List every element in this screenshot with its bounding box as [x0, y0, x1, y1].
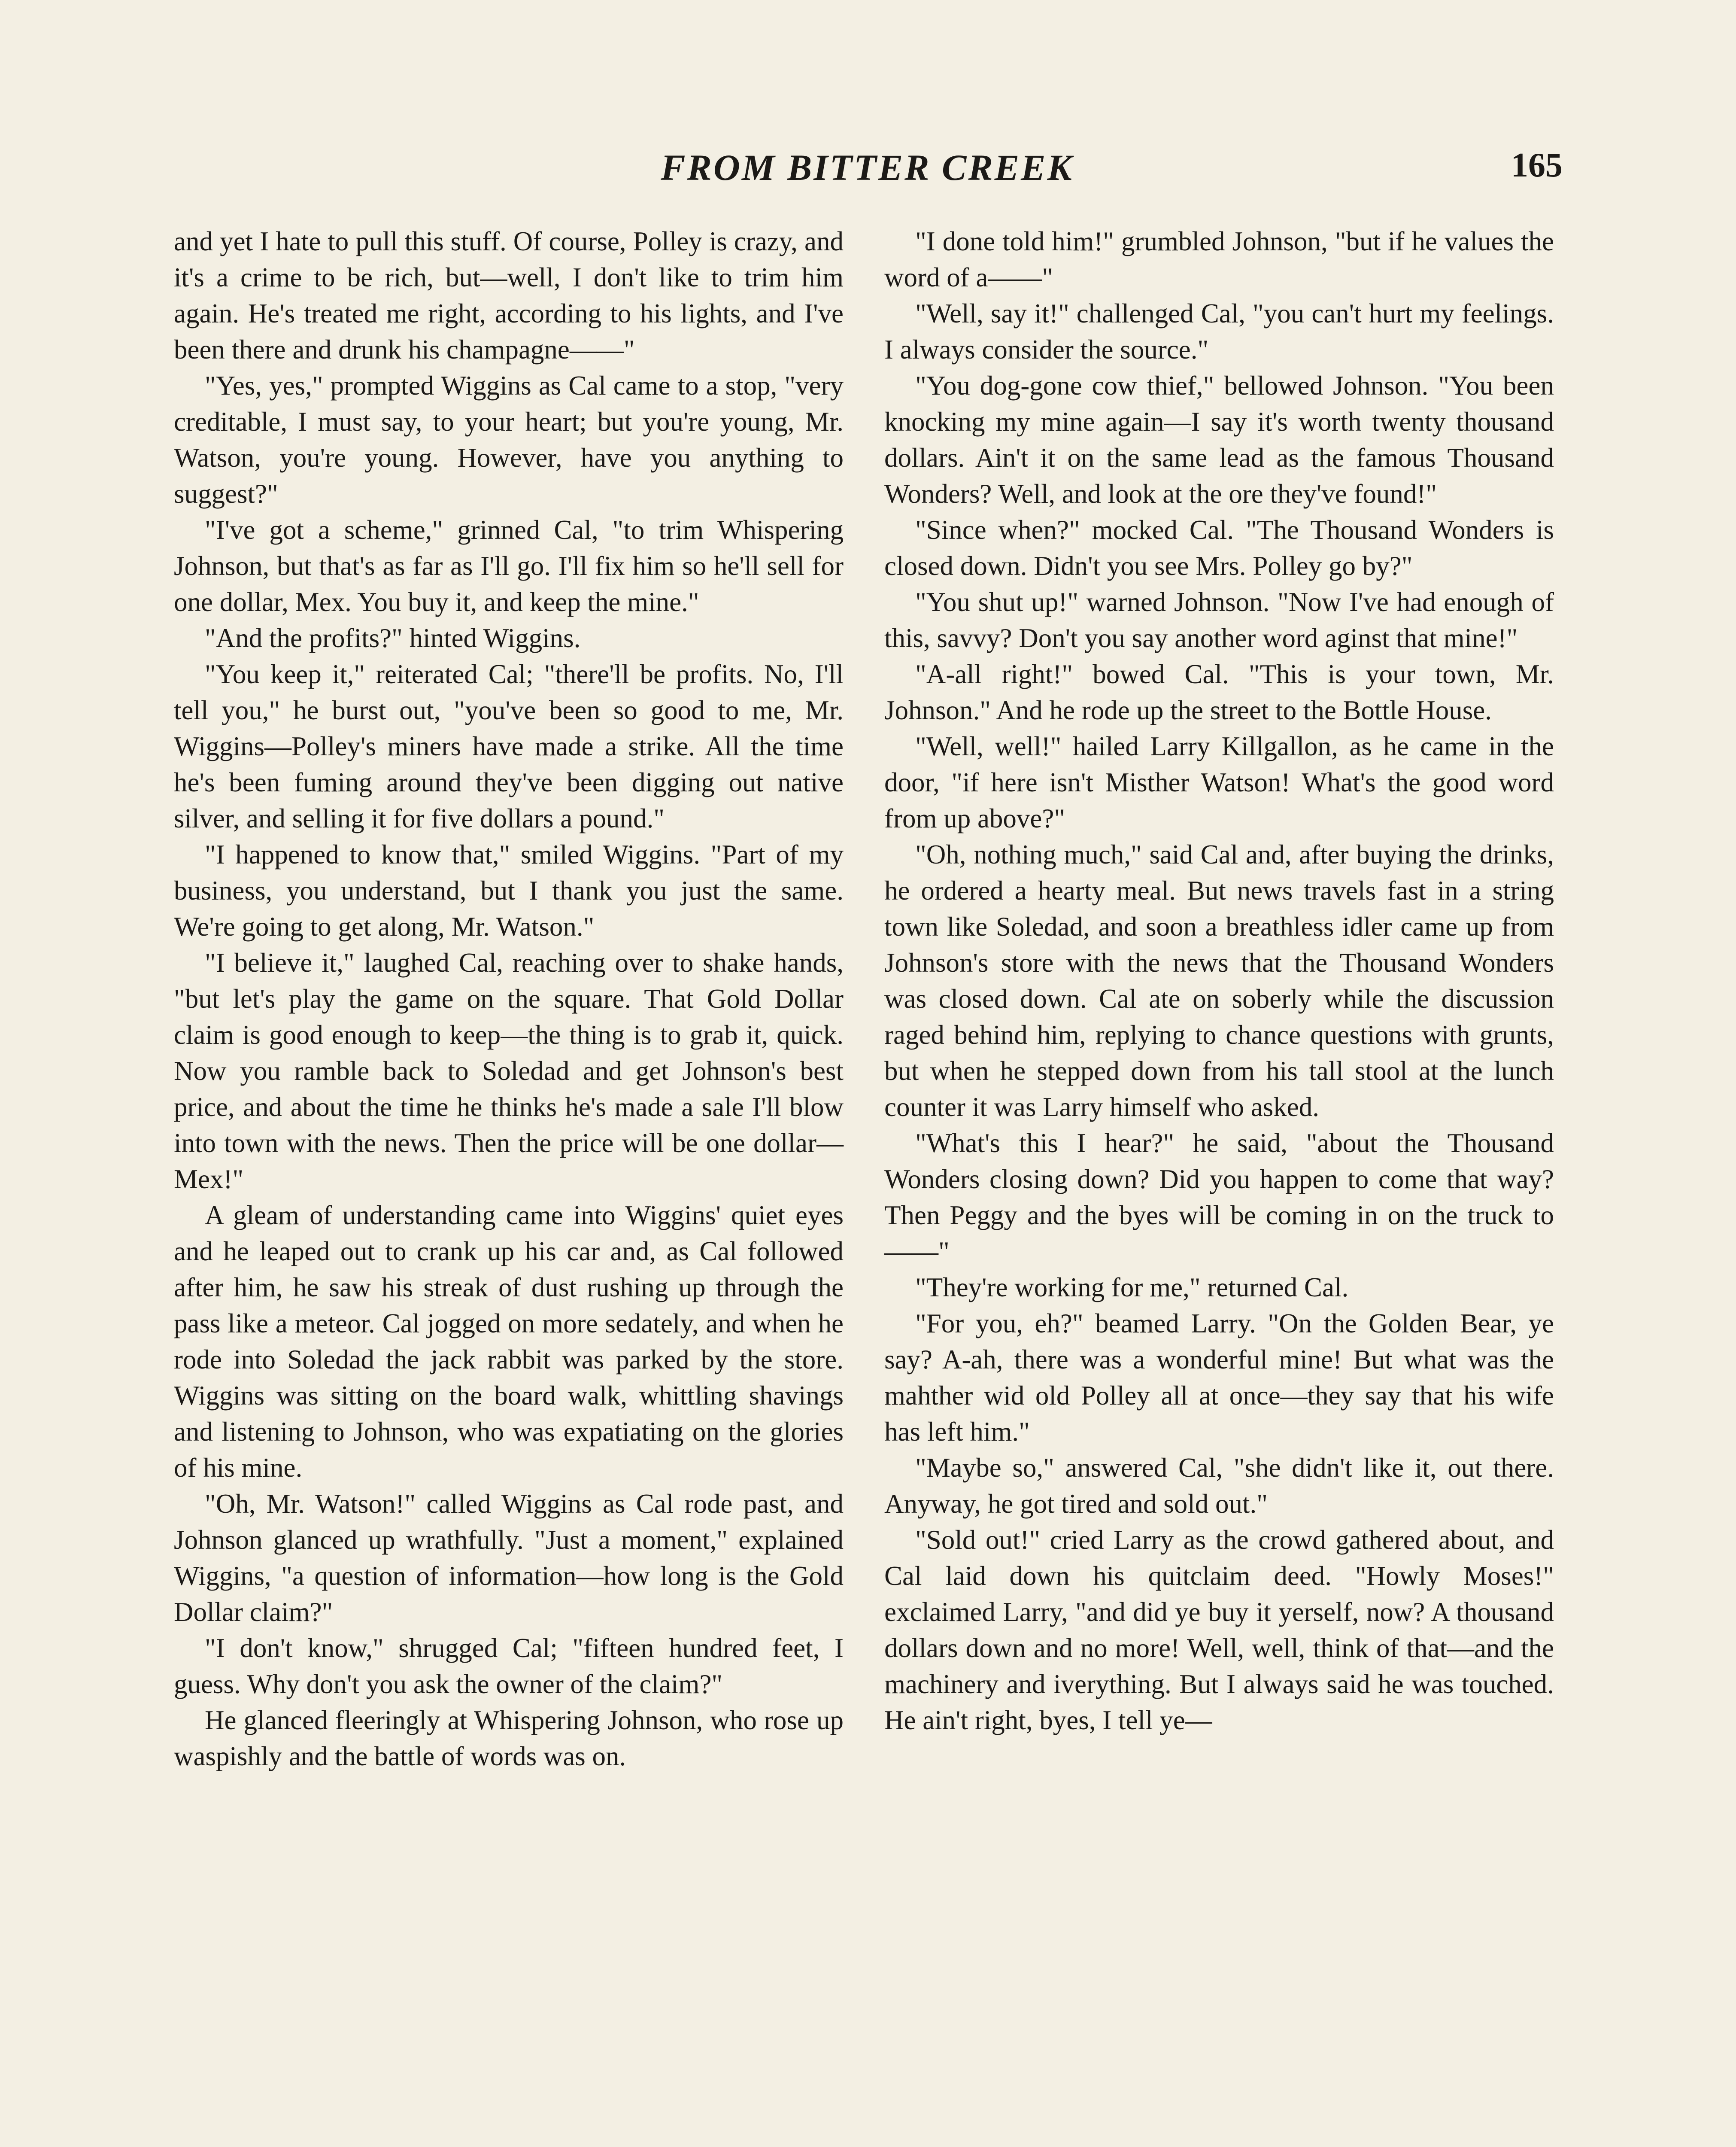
paragraph: A gleam of understanding came into Wiggins' quiet eyes and he leaped out to crank up his car and, as Cal followed after him, he saw his streak of dust rushing up through the pass like a meteor. Cal jogged on more sedately, and when he rode into Soledad the jack rabbit was parked by the store. Wiggins was sitting on the board walk, whittling shavings and listening to Johnson, who was expatiating on the glories of his mine. [174, 1200, 844, 1483]
paragraph: and yet I hate to pull this stuff. Of course, Polley is crazy, and it's a crime to be rich, but—well, I don't like to trim him again. He's treated me right, according to his lights, and I've been there and drunk his champagne——" [174, 226, 844, 365]
running-title: FROM BITTER CREEK [661, 147, 1074, 188]
paragraph: "They're working for me," returned Cal. [915, 1272, 1349, 1302]
page-header [172, 146, 1563, 193]
paragraph: "Oh, Mr. Watson!" called Wiggins as Cal rode past, and Johnson glanced up wrathfully. "Just a moment," explained Wiggins, "a question of information—how long is the Gold Dollar claim?" [174, 1489, 844, 1627]
paragraph: "I've got a scheme," grinned Cal, "to trim Whispering Johnson, but that's as far as I'll go. I'll fix him so he'll sell for one dollar, Mex. You buy it, and keep the mine." [174, 515, 844, 617]
paragraph: "A-all right!" bowed Cal. "This is your town, Mr. Johnson." And he rode up the street to the Bottle House. [884, 659, 1554, 725]
paragraph: "I happened to know that," smiled Wiggins. "Part of my business, you understand, but I thank you just the same. We're going to get along, Mr. Watson." [174, 839, 844, 942]
paragraph: "What's this I hear?" he said, "about the Thousand Wonders closing down? Did you happen to come that way? Then Peggy and the byes will be coming in on the truck to——" [884, 1128, 1554, 1266]
paragraph: "Oh, nothing much," said Cal and, after buying the drinks, he ordered a hearty meal. But news travels fast in a string town like Soledad, and soon a breathless idler came up from Johnson's store with the news that the Thousand Wonders was closed down. Cal ate on soberly while the discussion raged behind him, replying to chance questions with grunts, but when he stepped down from his tall stool at the lunch counter it was Larry himself who asked. [884, 839, 1554, 1122]
right-column [884, 223, 1554, 1738]
left-column [174, 223, 844, 1774]
paragraph: "Sold out!" cried Larry as the crowd gathered about, and Cal laid down his quitclaim deed. "Howly Moses!" exclaimed Larry, "and did ye buy it yerself, now? A thousand dollars down and no more! Well, well, think of that—and the machinery and iverything. But I always said he was touched. He ain't right, byes, I tell ye— [884, 1525, 1554, 1735]
paragraph: "Well, well!" hailed Larry Killgallon, as he came in the door, "if here isn't Misther Watson! What's the good word from up above?" [884, 731, 1554, 833]
paragraph: "I done told him!" grumbled Johnson, "but if he values the word of a——" [884, 226, 1554, 292]
paragraph: "Well, say it!" challenged Cal, "you can't hurt my feelings. I always consider the source." [884, 298, 1554, 365]
paragraph: "For you, eh?" beamed Larry. "On the Golden Bear, ye say? A-ah, there was a wonderful mine! But what was the mahther wid old Polley all at once—they say that his wife has left him." [884, 1308, 1554, 1447]
paragraph: "I don't know," shrugged Cal; "fifteen hundred feet, I guess. Why don't you ask the owner of the claim?" [174, 1633, 844, 1699]
paragraph: "You dog-gone cow thief," bellowed Johnson. "You been knocking my mine again—I say it's worth twenty thousand dollars. Ain't it on the same lead as the famous Thousand Wonders? Well, and look at the ore they've found!" [884, 371, 1554, 509]
paragraph: "Since when?" mocked Cal. "The Thousand Wonders is closed down. Didn't you see Mrs. Polley go by?" [884, 515, 1554, 581]
paragraph: "Yes, yes," prompted Wiggins as Cal came to a stop, "very creditable, I must say, to your heart; but you're young, Mr. Watson, you're young. However, have you anything to suggest?" [174, 371, 844, 509]
paragraph: "I believe it," laughed Cal, reaching over to shake hands, "but let's play the game on the square. That Gold Dollar claim is good enough to keep—the thing is to grab it, quick. Now you ramble back to Soledad and get Johnson's best price, and about the time he thinks he's made a sale I'll blow into town with the news. Then the price will be one dollar—Mex!" [174, 948, 844, 1194]
paragraph: "You shut up!" warned Johnson. "Now I've had enough of this, savvy? Don't you say another word aginst that mine!" [884, 587, 1554, 653]
page-number: 165 [1511, 146, 1563, 184]
paragraph: "And the profits?" hinted Wiggins. [205, 623, 581, 653]
paragraph: "Maybe so," answered Cal, "she didn't like it, out there. Anyway, he got tired and sold out." [884, 1453, 1554, 1519]
paragraph: "You keep it," reiterated Cal; "there'll be profits. No, I'll tell you," he burst out, "you've been so good to me, Mr. Wiggins—Polley's miners have made a strike. All the time he's been fuming around they've been digging out native silver, and selling it for five dollars a pound." [174, 659, 844, 833]
paragraph: He glanced fleeringly at Whispering Johnson, who rose up waspishly and the battle of words was on. [174, 1705, 844, 1771]
